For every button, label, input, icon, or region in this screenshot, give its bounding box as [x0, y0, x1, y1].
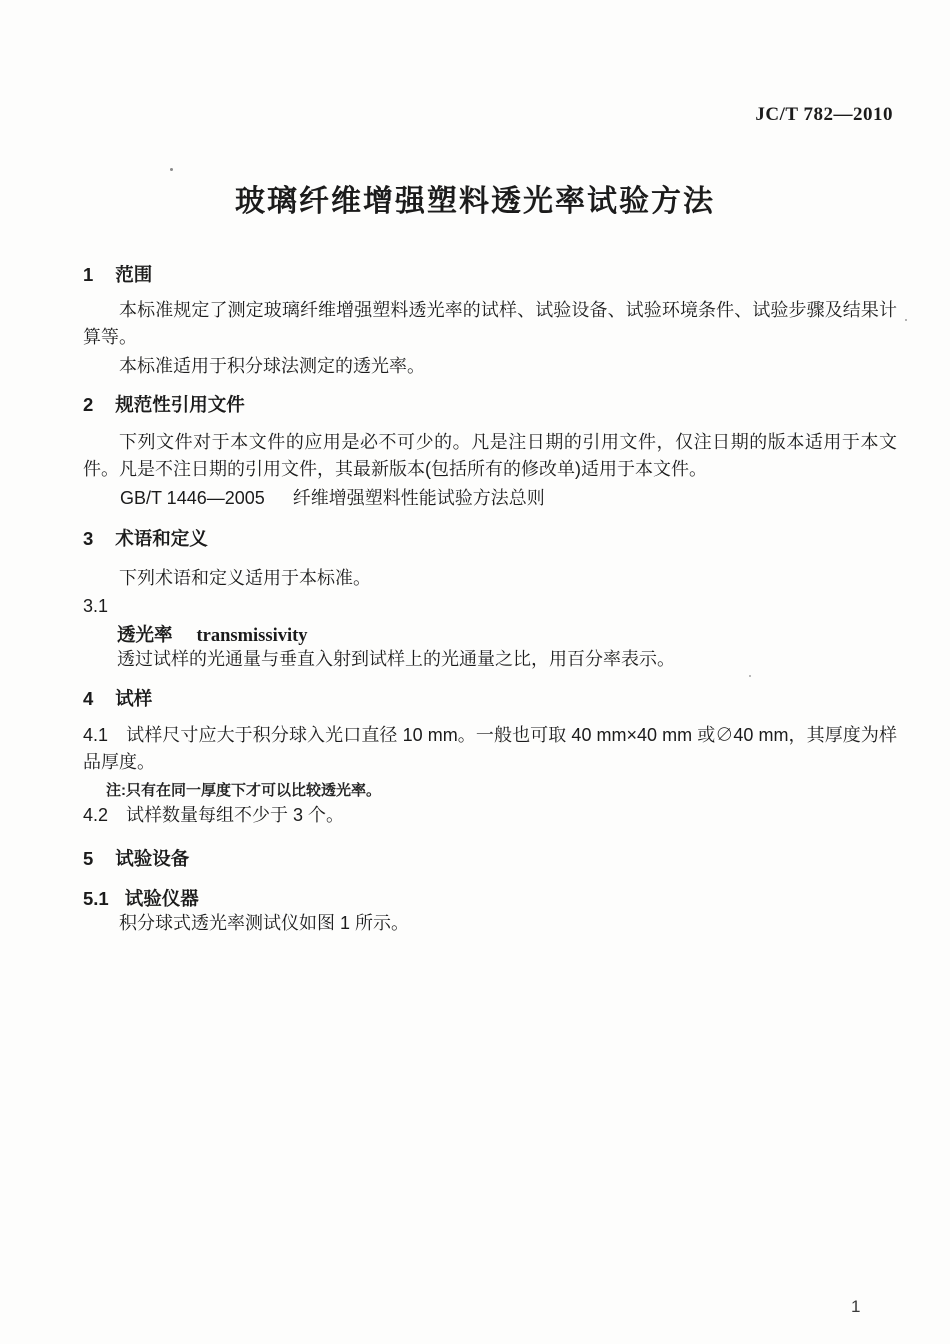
section-1-paragraph-2: 本标准适用于积分球法测定的透光率。 [119, 356, 425, 376]
clause-text: 试样数量每组不少于 3 个。 [126, 805, 345, 825]
doc-number: JC/T 782—2010 [755, 104, 893, 125]
section-number: 2 [83, 394, 94, 415]
section-title: 试样 [115, 688, 153, 709]
section-2-paragraph-1: 下列文件对于本文件的应用是必不可少的。凡是注日期的引用文件，仅注日期的版本适用于本文件。凡是不注日期的引用文件，其最新版本(包括所有的修改单)适用于本文件。 [83, 432, 897, 479]
clause-number: 5.1 [83, 888, 109, 909]
scan-artifact-dot [170, 168, 173, 171]
reference-name: 纤维增强塑料性能试验方法总则 [292, 488, 545, 508]
clause-title: 试验仪器 [124, 888, 199, 909]
clause-number: 4.1 [83, 725, 109, 745]
clause-4-2 [83, 802, 897, 829]
section-title: 试验设备 [115, 848, 190, 869]
section-number: 3 [83, 528, 94, 549]
term-definition-line [117, 621, 308, 647]
section-number: 5 [83, 848, 94, 869]
scan-artifact-dot [749, 675, 751, 677]
term-english: transmissivity [196, 626, 308, 646]
section-3-heading [83, 525, 208, 551]
section-4-heading [83, 685, 152, 711]
normative-reference [120, 484, 545, 510]
clause-5-1-paragraph: 积分球式透光率测试仪如图 1 所示。 [119, 913, 410, 933]
clause-3-1-number: 3.1 [83, 596, 109, 616]
clause-4-1-note: 注:只有在同一厚度下才可以比较透光率。 [106, 782, 381, 799]
clause-4-1 [83, 722, 897, 776]
term-definition-text: 透过试样的光通量与垂直入射到试样上的光通量之比，用百分率表示。 [117, 649, 675, 669]
section-1-heading [83, 261, 152, 287]
doc-title: 玻璃纤维增强塑料透光率试验方法 [235, 185, 715, 218]
clause-5-1-heading [83, 885, 199, 911]
section-5-heading [83, 845, 189, 871]
reference-code: GB/T 1446—2005 [120, 488, 265, 508]
section-title: 规范性引用文件 [115, 394, 245, 415]
section-3-paragraph-1: 下列术语和定义适用于本标准。 [119, 568, 371, 588]
section-2-heading [83, 391, 245, 417]
section-number: 4 [83, 688, 94, 709]
section-title: 术语和定义 [115, 528, 208, 549]
section-1-paragraph-1: 本标准规定了测定玻璃纤维增强塑料透光率的试样、试验设备、试验环境条件、试验步骤及结果计算等。 [83, 300, 897, 347]
clause-number: 4.2 [83, 805, 109, 825]
section-title: 范围 [115, 264, 153, 285]
page-number: 1 [851, 1297, 861, 1316]
term-chinese: 透光率 [117, 624, 173, 645]
clause-text: 试样尺寸应大于积分球入光口直径 10 mm。一般也可取 40 mm×40 mm 或∅40 mm，其厚度为样品厚度。 [83, 725, 897, 772]
section-number: 1 [83, 264, 94, 285]
scan-artifact-dot [905, 319, 907, 321]
